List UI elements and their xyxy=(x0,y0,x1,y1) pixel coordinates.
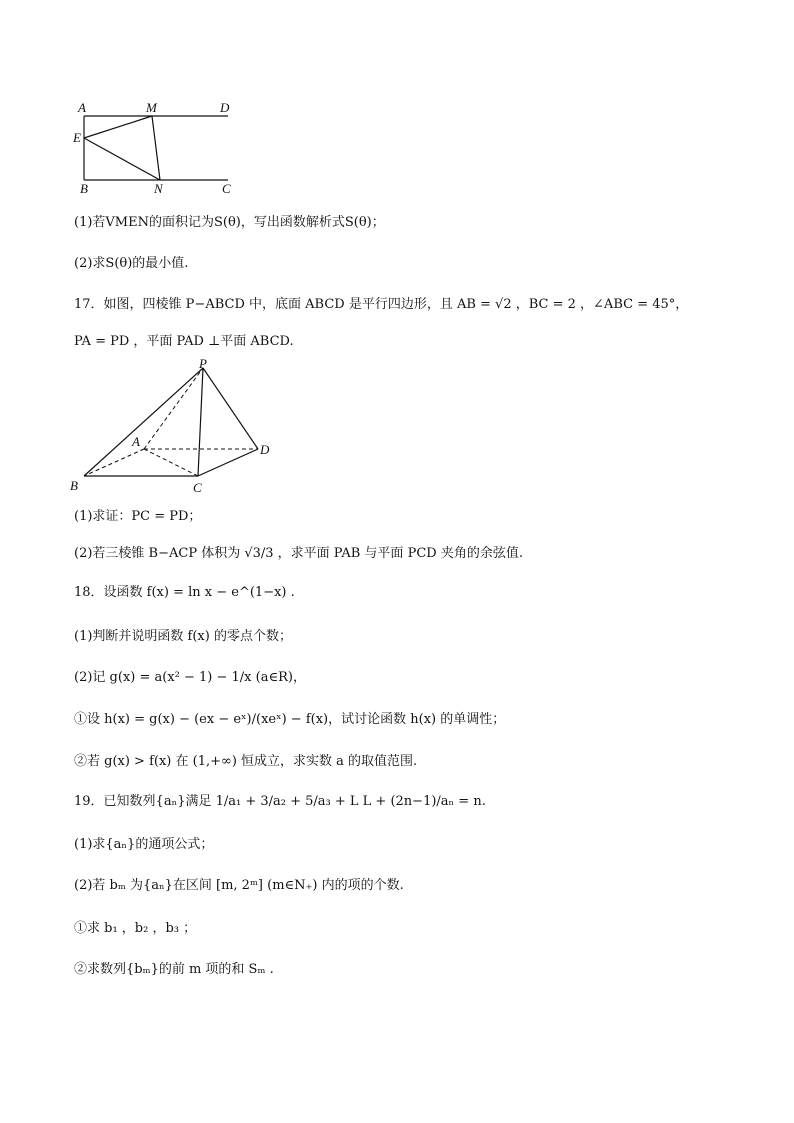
fig1-label-C: C xyxy=(222,181,231,196)
p19-sub1: ①求 b₁ ，b₂ ，b₃ ； xyxy=(74,921,197,936)
figure-pyramid xyxy=(66,358,286,498)
p18-q2: (2)记 g(x) = a(x² − 1) − 1/x (a∈R)， xyxy=(74,670,306,685)
p19-q1: (1)求{aₙ}的通项公式； xyxy=(74,837,214,852)
figure-rectangle-triangle xyxy=(70,98,240,196)
p16-q2: (2)求S(θ)的最小值. xyxy=(74,256,189,271)
p17-q1: (1)求证：PC = PD； xyxy=(74,509,202,524)
fig2-label-D: D xyxy=(260,442,270,457)
p18-sub1: ①设 h(x) = g(x) − (ex − eˣ)/(xeˣ) − f(x)，试讨论函数 h(x) 的单调性； xyxy=(74,712,506,727)
p16-q1: (1)若VMEN的面积记为S(θ)，写出函数解析式S(θ)； xyxy=(74,215,385,230)
p19-q2: (2)若 bₘ 为{aₙ}在区间 [m, 2ᵐ] (m∈N₊) 内的项的个数. xyxy=(74,878,404,893)
p19-stem: 19．已知数列{aₙ}满足 1/a₁ + 3/a₂ + 5/a₃ + L L + (2n−1)/aₙ = n. xyxy=(74,794,486,809)
fig1-label-E: E xyxy=(73,130,81,145)
p17-q2: (2)若三棱锥 B−ACP 体积为 √3/3 ，求平面 PAB 与平面 PCD 夹角的余弦值. xyxy=(74,546,523,561)
fig2-label-C: C xyxy=(193,480,202,495)
p18-sub2: ②若 g(x) > f(x) 在 (1,+∞) 恒成立，求实数 a 的取值范围. xyxy=(74,754,418,769)
fig2-label-B: B xyxy=(70,478,78,493)
p18-stem: 18．设函数 f(x) = ln x − e^(1−x) . xyxy=(74,585,295,600)
p17-stem-line1: 17．如图，四棱锥 P−ABCD 中，底面 ABCD 是平行四边形，且 AB = √2 ，BC = 2 ，∠ABC = 45°， xyxy=(74,297,689,312)
fig1-label-A: A xyxy=(78,100,86,115)
fig1-label-M: M xyxy=(146,100,157,115)
p19-sub2: ②求数列{bₘ}的前 m 项的和 Sₘ . xyxy=(74,962,274,977)
fig1-label-D: D xyxy=(220,100,230,115)
fig1-label-N: N xyxy=(154,181,163,196)
p17-stem-line2: PA = PD ，平面 PAD ⊥平面 ABCD. xyxy=(74,334,294,349)
p18-q1: (1)判断并说明函数 f(x) 的零点个数； xyxy=(74,629,292,644)
fig1-label-B: B xyxy=(80,181,88,196)
fig2-label-P: P xyxy=(199,358,207,371)
fig2-label-A: A xyxy=(132,434,140,449)
